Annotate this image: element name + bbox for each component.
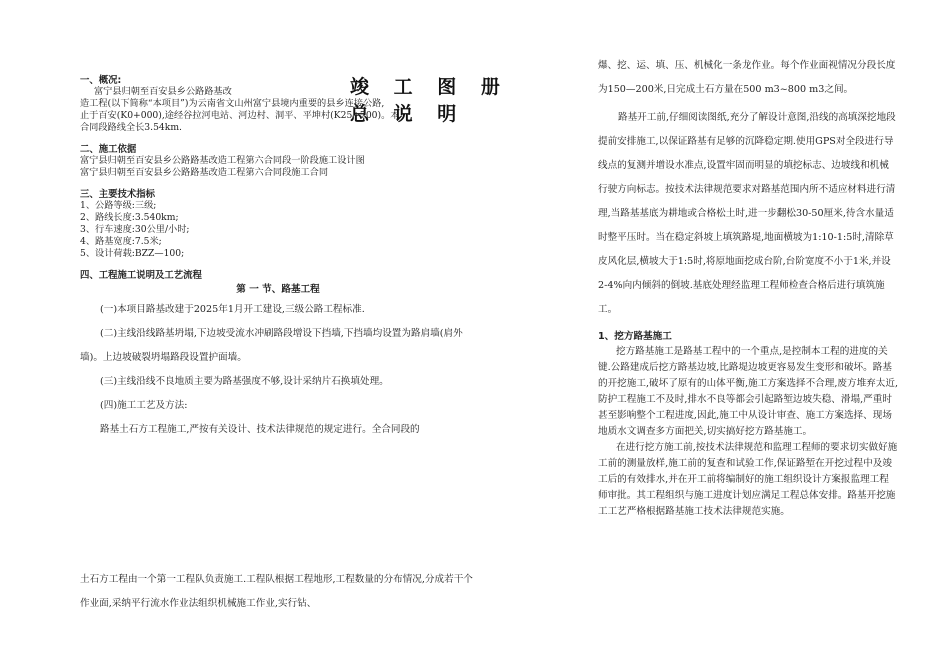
right-column <box>598 54 898 520</box>
overview-line: 止于百安(K0+000),途经谷拉河电站、河边村、洞平、平坤村(K25+700)。本 <box>80 110 400 121</box>
right-paragraph: 挖方路基施工是路基工程中的一个重点,是控制本工程的进度的关键.公路建成后挖方路基边坡,比路堤边坡更容易发生变形和破坏。路基的开挖施工,破坏了原有的山体平衡,施工方案选择不合理,废方堆弃太近,防护工程施工不及时,排水不良等都会引起路堑边坡失稳、滑塌,严重时甚至影响整个工程进度,因此,施工中从设计审查、施工方案选择、现场地质水文调查多方面把关,切实搞好挖方路基施工。 <box>598 346 899 437</box>
basis-line: 富宁县归朝至百安县乡公路路基改造工程第六合同段施工合同 <box>80 167 329 178</box>
construction-item: (三)主线沿线不良地质主要为路基强度不够,设计采纳片石换填处理。 <box>100 376 389 387</box>
overview-line: 合同段路线全长3.54km. <box>80 122 182 133</box>
left-bottom-column <box>80 568 480 616</box>
basis-line: 富宁县归朝至百安县乡公路路基改造工程第六合同段一阶段施工设计图 <box>80 155 365 166</box>
construction-continuation: 土石方工程由一个第一工程队负责施工.工程队根据工程地形,工程数量的分布情况,分成若干个作业面,采纳平行流水作业法组织机械施工作业,实行钻、 <box>80 574 473 609</box>
tech-line: 2、路线长度:3.540km; <box>80 212 179 223</box>
tech-heading: 三、主要技术指标 <box>80 189 156 200</box>
right-paragraph: 在进行挖方施工前,按技术法律规范和监理工程师的要求切实做好施工前的测量放样,施工前的复查和试验工作,保证路堑在开挖过程中及竣工后的有效排水,并在开工前将编制好的施工组织设计方案报监理工程师审批。其工程组织与施工进度计划应满足工程总体安排。路基开挖施工工艺严格根据路基施工技术法律规范实施。 <box>598 442 898 517</box>
tech-line: 4、路基宽度:7.5米; <box>80 236 162 247</box>
overview-heading: 一、概况: <box>80 75 122 86</box>
construction-item: (四)施工工艺及方法: <box>100 400 188 411</box>
left-column <box>80 72 476 442</box>
right-paragraph: 路基开工前,仔细阅读图纸,充分了解设计意图,沿线的高填深挖地段提前安排施工,以保证路基有足够的沉降稳定期.使用GPS对全段进行导线点的复测并增设水准点,设置牢固而明显的填挖标志、边坡线和机械行驶方向标志。按技术法律规范要求对路基范围内所不适应材料进行清理,当路基基底为耕地或合格松土时,进一步翻松30-50厘米,待含水量适时整平压时。当在稳定斜坡上填筑路堤,地面横坡为1:10-1:5时,清除草皮风化层,横坡大于1:5时,将原地面挖成台阶,台阶宽度不小于1米,并设2-4%向内倾斜的倒坡.基底处理经监理工程师检查合格后进行填筑施工。 <box>598 112 896 315</box>
construction-item: (二)主线沿线路基坍塌,下边坡受流水冲刷路段增设下挡墙,下挡墙均设置为路肩墙(肩外墙)。上边坡破裂坍塌路段设置护面墙。 <box>80 328 463 363</box>
construction-item: 路基土石方工程施工,严按有关设计、技术法律规范的规定进行。全合同段的 <box>100 424 420 435</box>
overview-line: 富宁县归朝至百安县乡公路路基改 <box>94 86 232 97</box>
document-title: 竣 工 图 册 总 说 明 <box>350 76 509 125</box>
overview-line: 造工程(以下简称“本项目”)为云南省文山州富宁县境内重要的县乡连接公路, <box>80 98 385 109</box>
tech-line: 3、行车速度:30公里/小时; <box>80 224 190 235</box>
basis-heading: 二、施工依据 <box>80 144 137 155</box>
tech-line: 1、公路等级:三级; <box>80 200 157 211</box>
construction-item: (一)本项目路基改建于2025年1月开工建设,三级公路工程标准. <box>100 304 365 315</box>
construction-heading: 四、工程施工说明及工艺流程 <box>80 270 202 281</box>
construction-subheading: 第 一 节、路基工程 <box>236 284 320 295</box>
excavation-heading: 1、挖方路基施工 <box>598 331 672 342</box>
right-intro: 爆、挖、运、填、压、机械化一条龙作业。每个作业面视情况分段长度为150—200米,日完成土石方量在500 m3~800 m3之间。 <box>598 60 896 95</box>
tech-line: 5、设计荷载:BZZ—100; <box>80 248 185 259</box>
